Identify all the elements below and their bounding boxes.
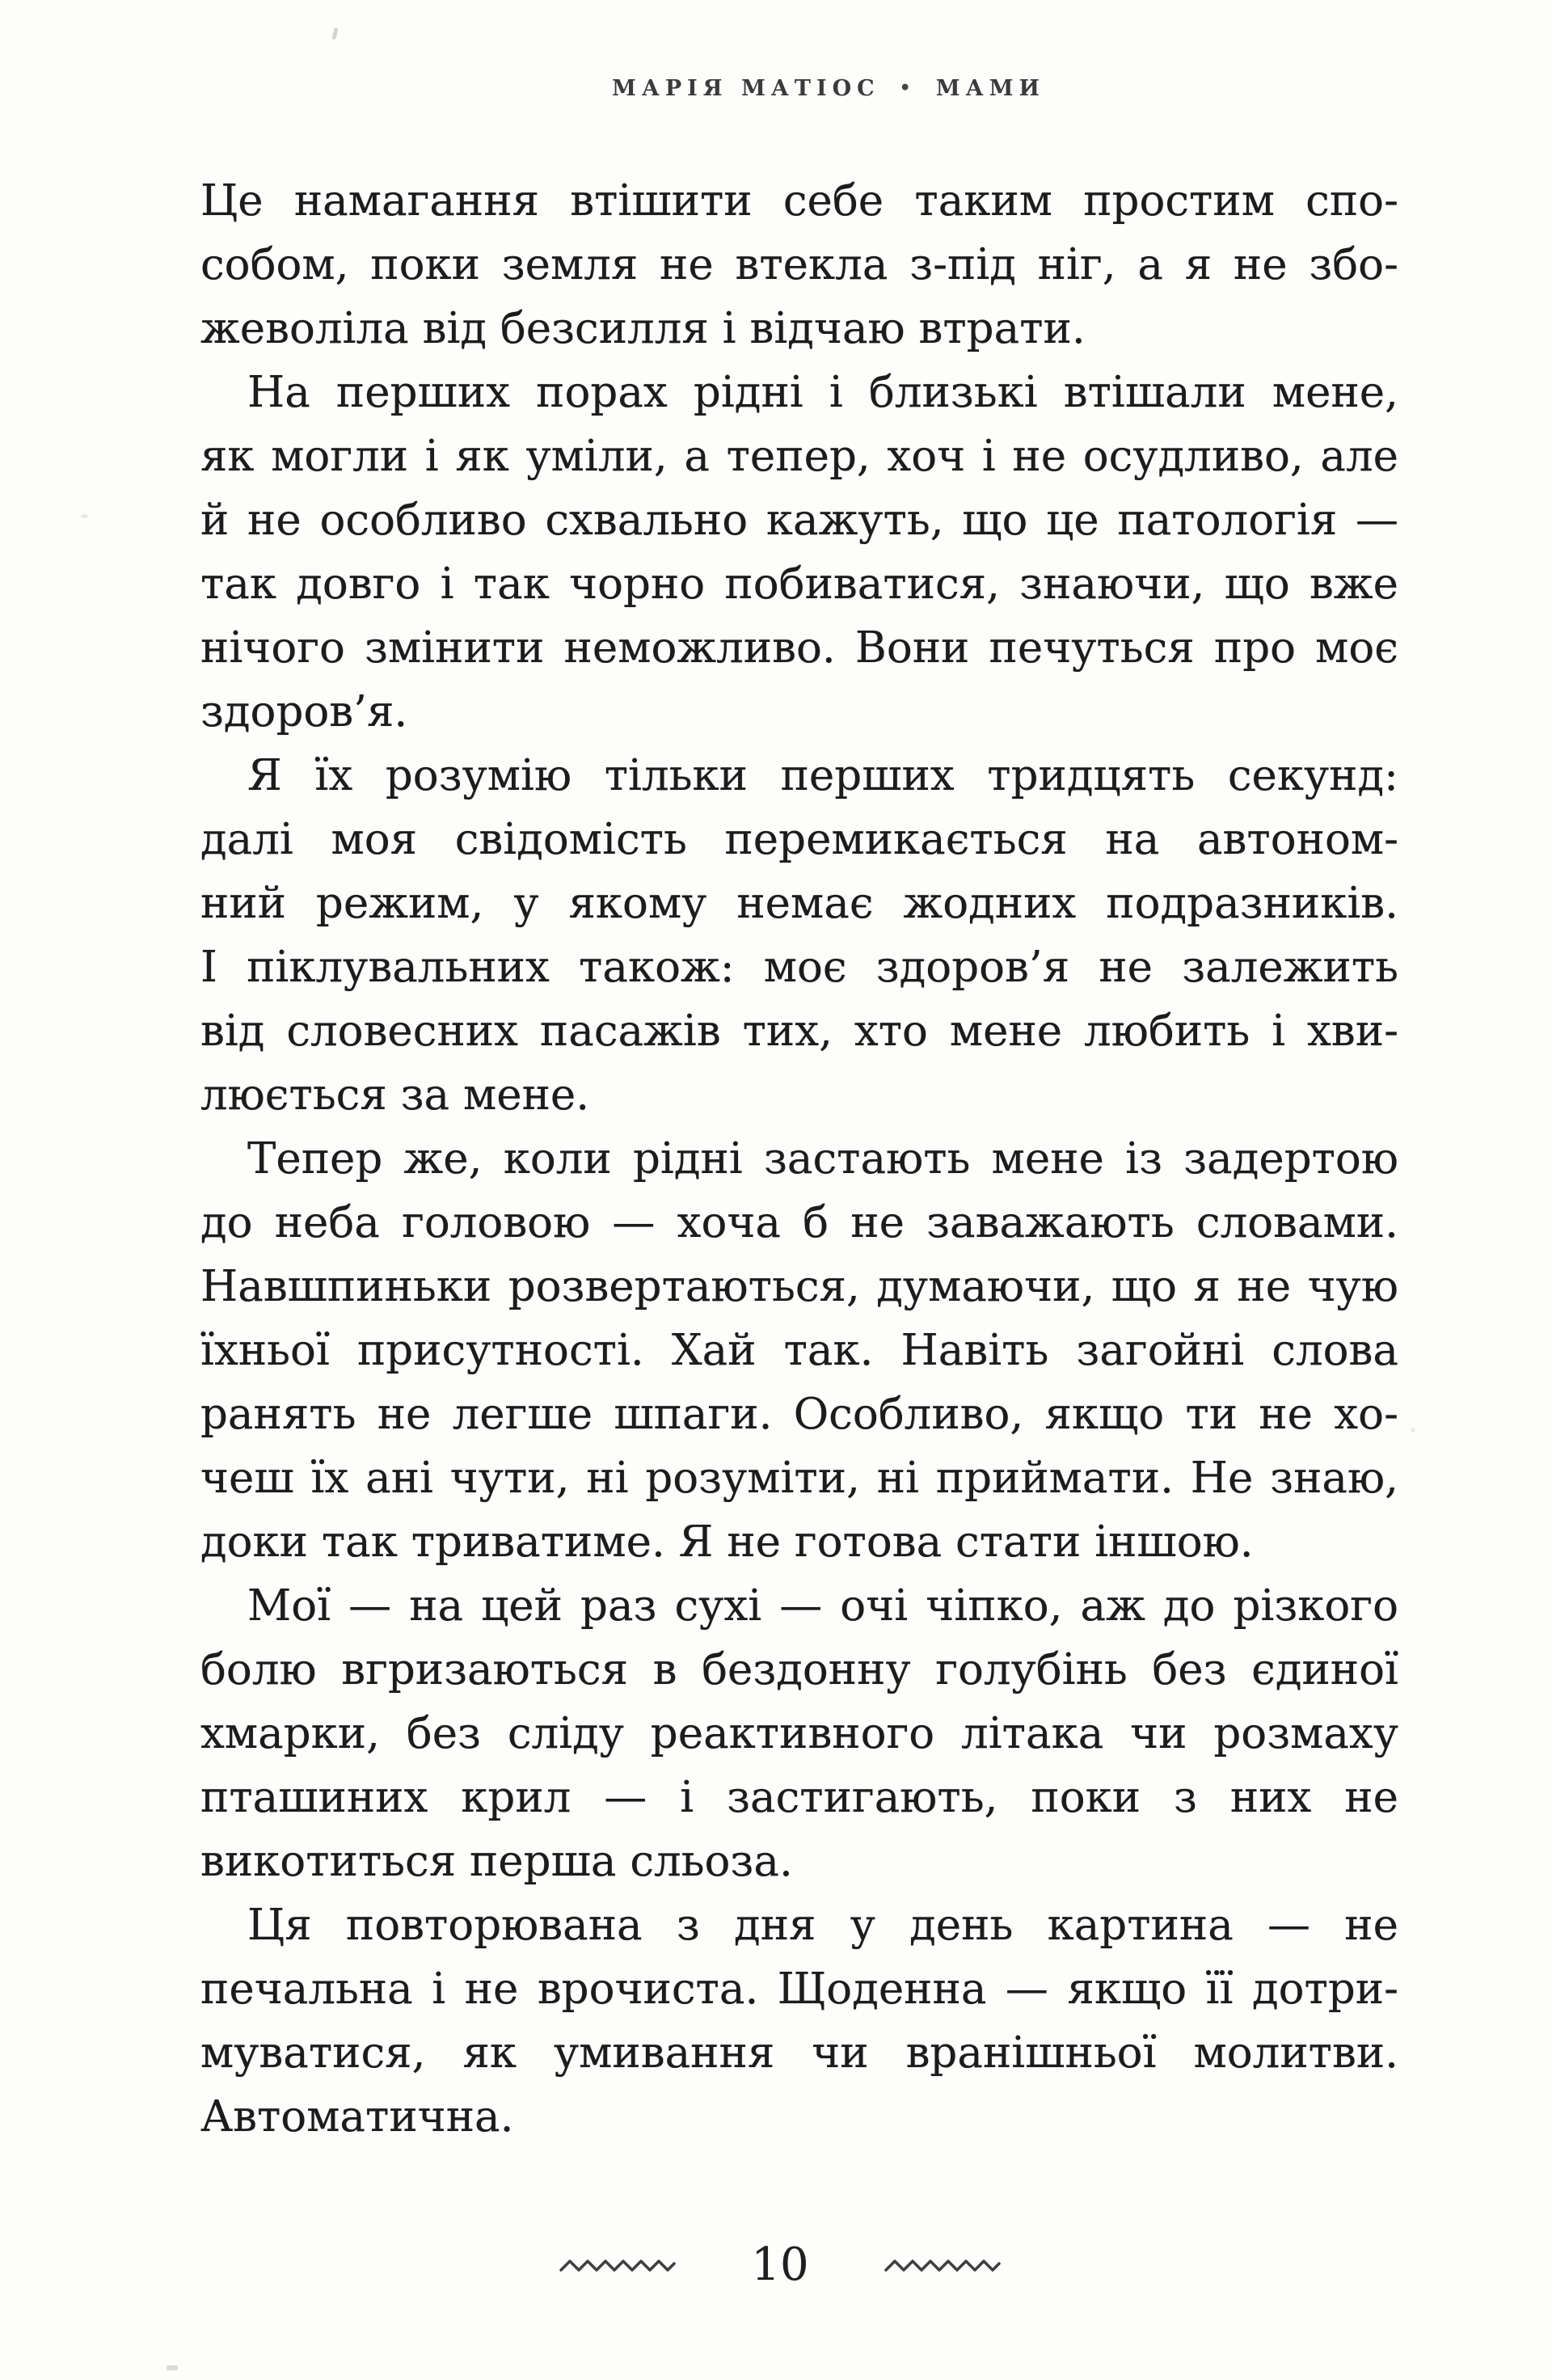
text-line: собом, поки земля не втекла з-під ніг, а я не збо-: [200, 240, 1398, 289]
text-line: так довго і так чорно побиватися, знаючи, що вже: [200, 559, 1398, 609]
paragraph-1: [200, 169, 1398, 361]
paragraph-5: [200, 1574, 1398, 1893]
text-line: до неба головою — хоча б не заважають словами.: [200, 1198, 1398, 1247]
zigzag-ornament-right: [884, 2255, 1002, 2276]
running-header: [105, 76, 1552, 101]
paragraph-3: [200, 744, 1398, 1127]
page-footer: [0, 2241, 1552, 2289]
text-line: від словесних пасажів тих, хто мене любить і хви-: [200, 1006, 1398, 1056]
text-line: здоров’я.: [200, 687, 408, 736]
zigzag-ornament-left: [559, 2255, 677, 2276]
header-book-title: МАМИ: [935, 76, 1045, 101]
text-line: На перших порах рідні і близькі втішали мене,: [247, 368, 1398, 417]
text-line: болю вгризаються в бездонну голубінь без єдиної: [200, 1645, 1398, 1694]
text-line: нічого змінити неможливо. Вони печуться про моє: [200, 623, 1398, 673]
text-line: викотиться перша сльоза.: [200, 1837, 793, 1886]
text-line: й не особливо схвально кажуть, що це патологія —: [200, 496, 1398, 545]
text-line: Мої — на цей раз сухі — очі чіпко, аж до різкого: [247, 1581, 1398, 1631]
text-line: печальна і не врочиста. Щоденна — якщо її дотри-: [200, 1964, 1398, 2014]
text-line: жеволіла від безсилля і відчаю втрати.: [200, 304, 1086, 353]
page-text-block: [200, 169, 1398, 2149]
text-line: Тепер же, коли рідні застають мене із задертою: [247, 1134, 1398, 1184]
text-line: Навшпиньки розвертаються, думаючи, що я не чую: [200, 1262, 1398, 1311]
text-line: ний режим, у якому немає жодних подразників.: [200, 879, 1398, 928]
text-line: І піклувальних також: моє здоров’я не залежить: [200, 943, 1398, 992]
text-line: ранять не легше шпаги. Особливо, якщо ти не хо-: [200, 1390, 1398, 1439]
paragraph-6: [200, 1893, 1398, 2149]
text-line: хмарки, без сліду реактивного літака чи розмаху: [200, 1709, 1398, 1758]
text-line: Ця повторювана з дня у день картина — не: [247, 1901, 1398, 1950]
text-line: їхньої присутності. Хай так. Навіть загойні слова: [200, 1326, 1398, 1375]
text-line: муватися, як умивання чи вранішньої молитви.: [200, 2028, 1398, 2078]
scan-speck: [167, 2365, 178, 2370]
header-separator-dot: •: [899, 78, 917, 99]
scan-speck: [1411, 1428, 1415, 1433]
paragraph-4: [200, 1127, 1398, 1574]
text-line: як могли і як уміли, а тепер, хоч і не осудливо, але: [200, 432, 1398, 481]
text-line: пташиних крил — і застигають, поки з них не: [200, 1773, 1398, 1822]
text-line: чеш їх ані чути, ні розуміти, ні приймати. Не знаю,: [200, 1454, 1398, 1503]
text-line: люється за мене.: [200, 1070, 590, 1120]
header-author: МАРІЯ МАТІОС: [612, 76, 880, 101]
scan-speck: [81, 514, 88, 518]
text-line: далі моя свідомість перемикається на автоном-: [200, 815, 1398, 864]
text-line: Я їх розумію тільки перших тридцять секунд:: [247, 751, 1398, 800]
scan-speck: [331, 27, 338, 40]
page-number: 10: [751, 2239, 809, 2291]
text-line: доки так триватиме. Я не готова стати іншою.: [200, 1517, 1254, 1567]
text-line: Автоматична.: [200, 2092, 514, 2142]
paragraph-2: [200, 361, 1398, 744]
text-line: Це намагання втішити себе таким простим спо-: [200, 176, 1398, 226]
